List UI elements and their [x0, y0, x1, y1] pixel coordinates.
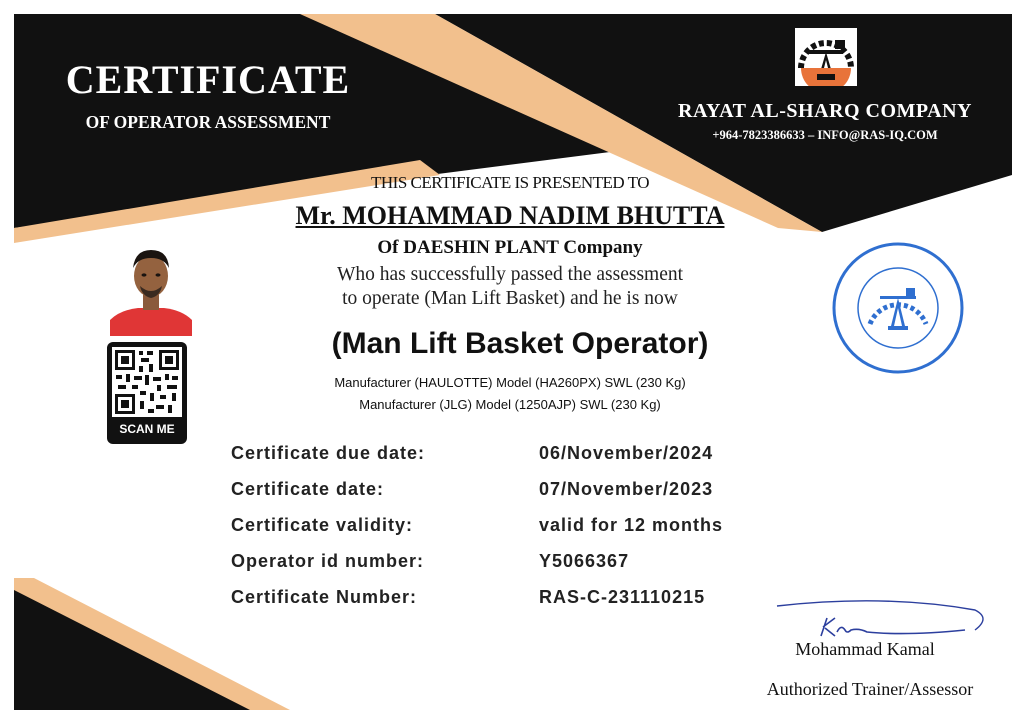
- company-stamp: [828, 238, 968, 378]
- oil-pump-gear-logo-icon: [795, 28, 857, 86]
- validity-value: valid for 12 months: [539, 515, 724, 535]
- recipient-company: Of DAESHIN PLANT Company: [377, 237, 643, 258]
- certificate-number-value: RAS-C-231110215: [539, 587, 706, 607]
- presented-to-heading: THIS CERTIFICATE IS PRESENTED TO: [371, 173, 649, 192]
- certificate-subtitle: OF OPERATOR ASSESSMENT: [85, 112, 331, 132]
- certificate-number-label: Certificate Number:: [231, 587, 418, 607]
- scan-me-label: SCAN ME: [119, 422, 175, 436]
- operator-id-value: Y5066367: [539, 551, 630, 571]
- description-line-1: Who has successfully passed the assessment: [336, 264, 684, 285]
- validity-label: Certificate validity:: [231, 515, 414, 535]
- bottom-left-black-band: [14, 590, 250, 710]
- company-name: RAYAT AL-SHARQ COMPANY: [678, 100, 972, 122]
- operator-id-label: Operator id number:: [231, 551, 425, 571]
- certificate-title: CERTIFICATE: [65, 57, 351, 102]
- qr-code-icon: [112, 347, 182, 417]
- certificate-date-value: 07/November/2023: [539, 479, 714, 499]
- signer-role: Authorized Trainer/Assessor: [766, 679, 974, 699]
- operator-role-title: (Man Lift Basket Operator): [331, 327, 709, 360]
- company-contact: +964-7823386633 – INFO@RAS-IQ.COM: [712, 128, 938, 142]
- equipment-line-1: Manufacturer (HAULOTTE) Model (HA260PX) SWL (230 Kg): [334, 375, 686, 390]
- operator-photo: [110, 238, 192, 336]
- due-date-label: Certificate due date:: [231, 443, 426, 463]
- signer-name: Mohammad Kamal: [795, 639, 935, 659]
- description-line-2: to operate (Man Lift Basket) and he is now: [342, 288, 678, 309]
- certificate-date-label: Certificate date:: [231, 479, 385, 499]
- due-date-value: 06/November/2024: [539, 443, 714, 463]
- recipient-name: Mr. MOHAMMAD NADIM BHUTTA: [295, 201, 725, 230]
- equipment-line-2: Manufacturer (JLG) Model (1250AJP) SWL (230 Kg): [359, 397, 661, 412]
- qr-code-card[interactable]: [107, 342, 187, 444]
